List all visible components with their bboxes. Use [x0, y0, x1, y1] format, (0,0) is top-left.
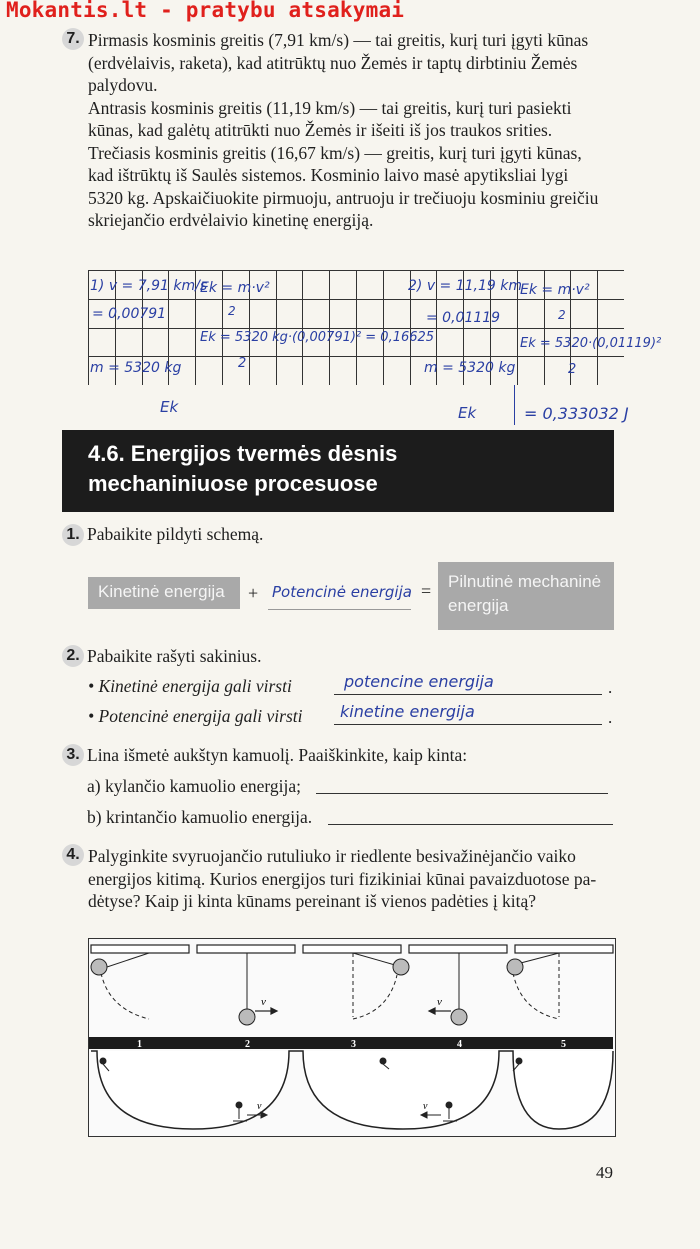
watermark: Mokantis.lt - pratybu atsakymai [6, 0, 405, 22]
position-label: 3 [351, 1039, 356, 1050]
pendulum-string [353, 953, 395, 965]
hw-ek-div2: 2 [558, 308, 566, 322]
ceiling-bar [91, 945, 189, 953]
hw-v1: 1) v = 7,91 km/s [90, 278, 208, 294]
hw-v1b: = 0,00791 [92, 306, 167, 322]
ceiling-bar [409, 945, 507, 953]
page-number: 49 [596, 1163, 613, 1182]
position-label: 1 [137, 1039, 142, 1050]
period2: . [608, 708, 613, 727]
answer-grid [88, 270, 662, 385]
pendulum-path [513, 973, 559, 1019]
ceiling-bar [197, 945, 295, 953]
hw-answer1: potencine energija [344, 672, 494, 691]
task7-text [88, 29, 618, 232]
velocity-label: v [257, 1101, 262, 1112]
task3-text: Lina išmetė aukštyn kamuolį. Paaiškinkite, kaip kinta: [87, 745, 468, 765]
task7-line: Trečiasis kosminis greitis (16,67 km/s) — greitis, kurį turi įgyti kūnas, [88, 142, 582, 163]
task4-line: energijos kitimą. Kurios energijos turi fizikiniai kūnai pavaizduotose pa- [88, 868, 597, 889]
task-number-1: 1. [62, 524, 84, 546]
velocity-label: v [437, 996, 442, 1008]
hw-ek-calc1: Ek = 5320 kg·(0,00791)² = 0,16625 [200, 330, 435, 345]
velocity-label: v [423, 1101, 428, 1112]
task7-line: kūnas, kad galėtų atitrūkti nuo Žemės ir išeiti iš jos traukos srities. [88, 120, 553, 140]
pendulum-ball [239, 1009, 255, 1025]
pendulum-ball [451, 1009, 467, 1025]
task-number-2: 2. [62, 645, 84, 667]
hw-m1: m = 5320 kg [90, 360, 182, 376]
hw-m2: m = 5320 kg [424, 360, 516, 376]
task7-line: Pirmasis kosminis greitis (7,91 km/s) — tai greitis, kurį turi įgyti kūnas [88, 30, 589, 50]
position-label: 2 [245, 1039, 250, 1050]
pendulum-string [101, 953, 149, 969]
task4-line: dėtyse? Kaip ji kinta kūnams pereinant iš vienos padėties į kitą? [88, 891, 537, 911]
kinetic-energy-box: Kinetinė energija [88, 577, 240, 609]
ceiling-bar [515, 945, 613, 953]
task7-line: (erdvėlaivis, raketa), kad atitrūktų nuo Žemės ir taptų dirbtiniu Žemės [88, 52, 578, 73]
pendulum-ball [393, 959, 409, 975]
plus-sign: + [248, 583, 259, 603]
equals-sign: = [421, 581, 432, 601]
hw-ek-calc2-div: 2 [568, 362, 577, 377]
hw-ek-div1: 2 [228, 304, 236, 318]
task7-line: palydovu. [88, 75, 158, 95]
hw-ek-formula1: Ek = m·v² [200, 280, 270, 296]
position-label: 4 [457, 1039, 462, 1050]
task7-line: skriejančio erdvėlaivio kinetinę energiją. [88, 210, 374, 230]
answer-line-2 [334, 724, 602, 725]
hw-ek-calc2: Ek = 5320·(0,01119)² [520, 336, 662, 351]
hw-stroke [514, 385, 515, 425]
position-label: 5 [561, 1039, 566, 1050]
pendulum-path [101, 973, 149, 1019]
pendulum-ball [507, 959, 523, 975]
handwritten-answer-box [268, 577, 411, 610]
pendulum-path [353, 975, 397, 1019]
task-number-4: 4. [62, 844, 84, 866]
task-number-7: 7. [62, 28, 84, 50]
task4-text [88, 845, 618, 913]
bullet1-text: Kinetinė energija gali virsti [98, 676, 292, 696]
hw-answer2: kinetine energija [340, 702, 475, 721]
period1: . [608, 678, 613, 697]
hw-ek-label2: Ek [458, 404, 477, 422]
total-energy-line2: energija [448, 596, 509, 615]
hw-v2: 2) v = 11,19 km [408, 278, 523, 294]
answer-line-1 [334, 694, 602, 695]
task7-line: kad ištrūktų iš Saulės sistemos. Kosminio laivo masė apytiksliai lygi [88, 165, 569, 185]
section-title-line1: 4.6. Energijos tvermės dėsnis [88, 441, 398, 466]
section-header [62, 430, 614, 512]
section-title-line2: mechaniniuose procesuose [88, 471, 378, 496]
task3-b: b) krintančio kamuolio energija. [87, 807, 313, 827]
hw-ek-calc1-div: 2 [238, 356, 247, 371]
hw-potential-energy: Potencinė energija [272, 583, 412, 601]
task1-text: Pabaikite pildyti schemą. [87, 524, 264, 544]
halfpipe-ramp [91, 1051, 613, 1129]
total-energy-line1: Pilnutinė mechaninė [448, 572, 602, 591]
hw-ek-formula2: Ek = m·v² [520, 282, 590, 298]
pendulum-ball [91, 959, 107, 975]
task2-bullet1: • Kinetinė energija gali virsti [88, 676, 292, 696]
task7-line: Antrasis kosminis greitis (11,19 km/s) — tai greitis, kurį turi pasiekti [88, 97, 572, 118]
task2-text: Pabaikite rašyti sakinius. [87, 646, 262, 666]
hw-ek-label1: Ek [160, 398, 179, 416]
figure-drawing [89, 939, 615, 1136]
velocity-label: v [261, 996, 266, 1008]
answer-line-3b [328, 824, 613, 825]
hw-v2b: = 0,01119 [426, 310, 501, 326]
hw-ek-result2: = 0,333032 J [524, 404, 629, 423]
task2-bullet2: • Potencinė energija gali virsti [88, 706, 303, 726]
answer-line-3a [316, 793, 608, 794]
task-number-3: 3. [62, 744, 84, 766]
total-mechanical-energy-box [438, 562, 614, 630]
task4-line: Palyginkite svyruojančio rutuliuko ir riedlente besivažinėjančio vaiko [88, 846, 576, 866]
task3-a: a) kylančio kamuolio energija; [87, 776, 301, 796]
bullet2-text: Potencinė energija gali virsti [98, 706, 303, 726]
task7-line: 5320 kg. Apskaičiuokite pirmuoju, antruoju ir trečiuoju kosminiu greičiu [88, 187, 599, 208]
ceiling-bar [303, 945, 401, 953]
pendulum-halfpipe-figure [88, 938, 616, 1137]
